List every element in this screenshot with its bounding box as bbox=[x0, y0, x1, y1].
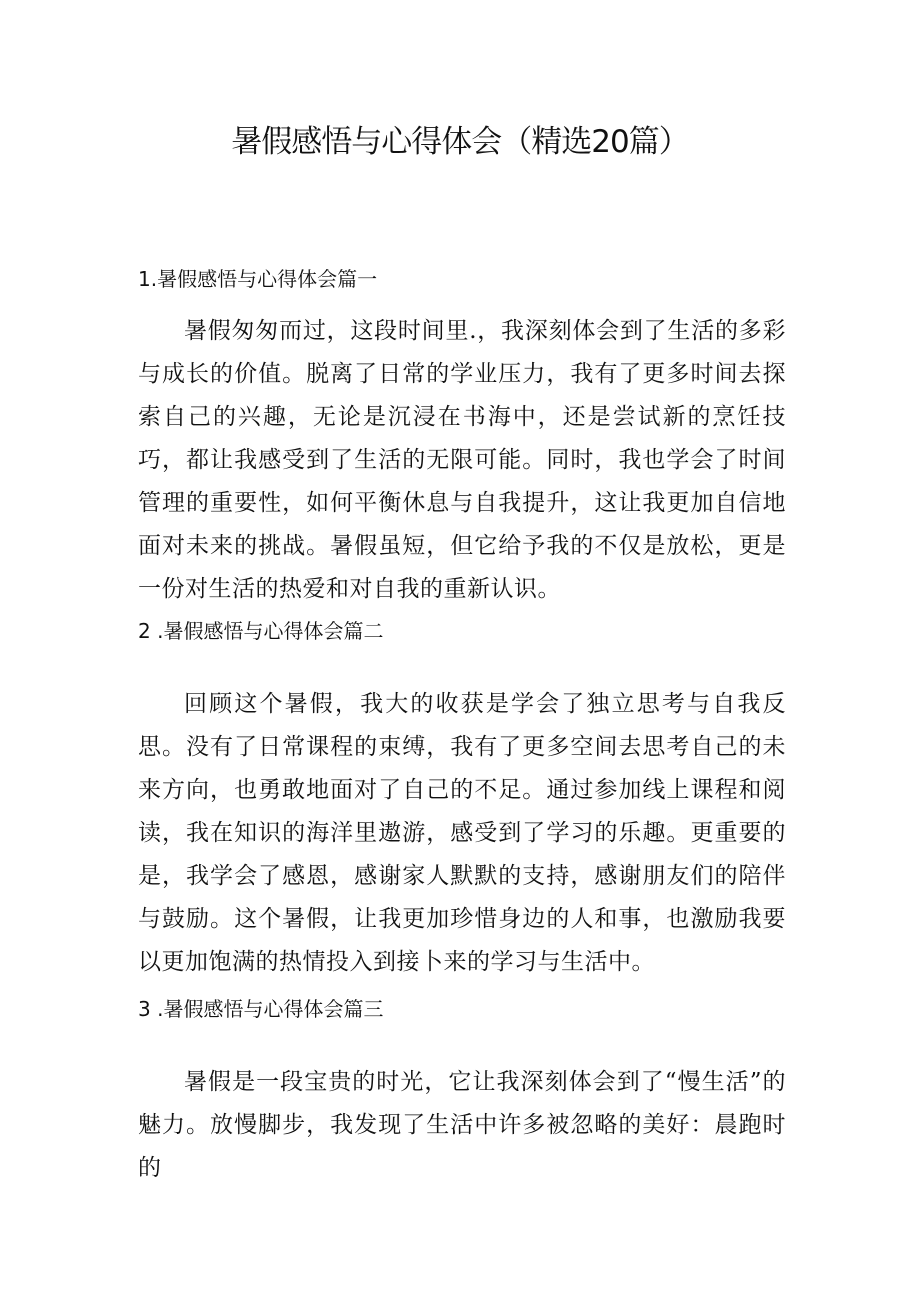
document-title: 暑假感悟与心得体会（精选20篇） bbox=[231, 124, 689, 160]
section-1 bbox=[138, 265, 786, 611]
section-body: 回顾这个暑假，我大的收获是学会了独立思考与自我反思。没有了日常课程的束缚，我有了更多空间去思考自己的未来方向，也勇敢地面对了自己的不足。通过参加线上课程和阅读，我在知识的海洋里遨游，感受到了学习的乐趣。更重要的是，我学会了感恩，感谢家人默默的支持，感谢朋友们的陪伴与鼓励。这个暑假，让我更加珍惜身边的人和事，也激励我要以更加饱满的热情投入到接卜来的学习与生活中。 bbox=[138, 691, 786, 975]
section-body: 暑假匆匆而过，这段时间里.，我深刻体会到了生活的多彩与成长的价值。脱离了日常的学业压力，我有了更多时间去探索自己的兴趣，无论是沉浸在书海中，还是尝试新的烹饪技巧，都让我感受到了生活的无限可能。同时，我也学会了时间管理的重要性，如何平衡休息与自我提升，这让我更加自信地面对未来的挑战。暑假虽短，但它给予我的不仅是放松，更是一份对生活的热爱和对自我的重新认识。 bbox=[138, 318, 786, 602]
section-2 bbox=[138, 617, 786, 984]
section-3 bbox=[138, 995, 786, 1190]
section-body: 暑假是一段宝贵的时光，它让我深刻体会到了“慢生活”的魅力。放慢脚步，我发现了生活中许多被忽略的美好：晨跑时的 bbox=[138, 1069, 786, 1181]
section-heading: 2 .暑假感悟与心得体会篇二 bbox=[138, 619, 384, 643]
section-heading: 3 .暑假感悟与心得体会篇三 bbox=[138, 997, 384, 1021]
section-heading: 1.暑假感悟与心得体会篇一 bbox=[138, 267, 378, 291]
